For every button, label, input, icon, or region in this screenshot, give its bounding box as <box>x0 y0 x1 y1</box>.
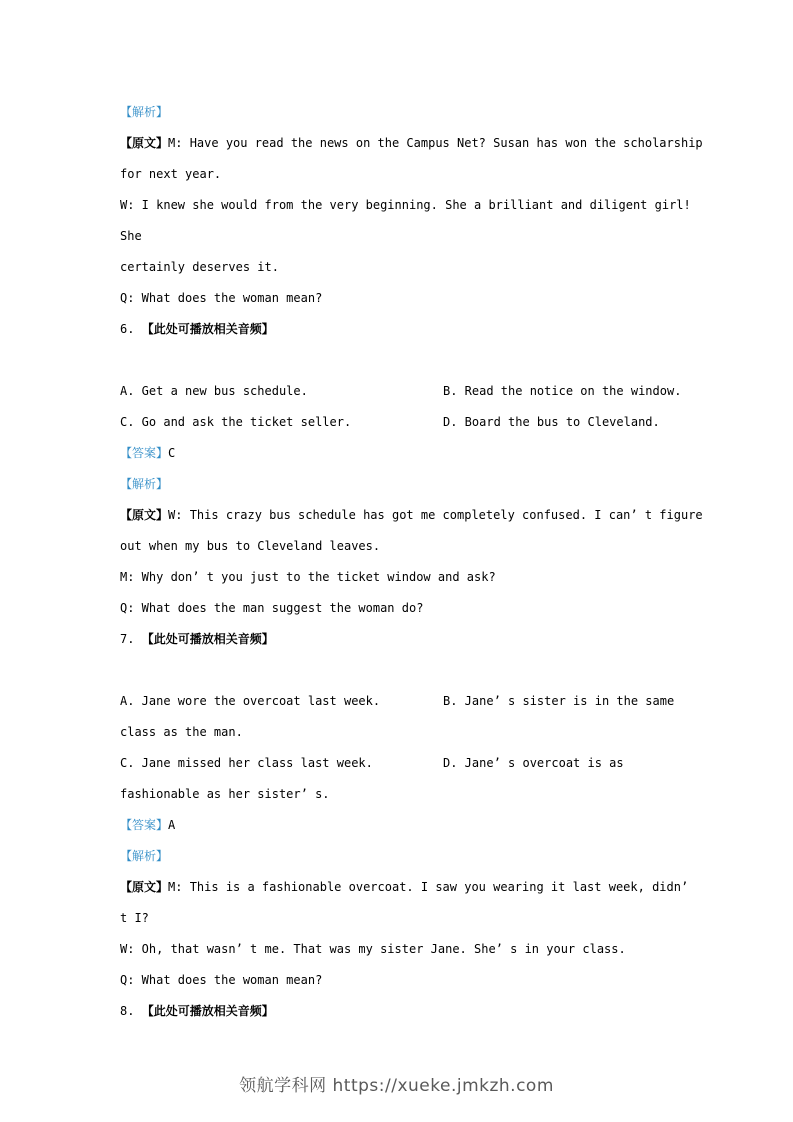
option-left <box>120 748 443 779</box>
text-segment: A <box>168 818 176 832</box>
transcript-line <box>120 128 703 159</box>
text-segment: W: This crazy bus schedule has got me completely confused. I can’ t figure <box>168 508 703 522</box>
text-segment: M: Have you read the news on the Campus Net? Susan has won the scholarship <box>168 136 703 150</box>
transcript-line <box>120 190 703 252</box>
text-segment: A. Jane wore the overcoat last week. <box>120 694 381 708</box>
text-segment: 【解析】 <box>120 477 169 491</box>
option-row <box>120 407 703 438</box>
text-segment: 【原文】 <box>120 880 169 894</box>
text-segment: fashionable as her sister’ s. <box>120 787 330 801</box>
option-right <box>443 686 674 717</box>
transcript-line <box>120 965 703 996</box>
transcript-line <box>120 252 703 283</box>
transcript-line <box>120 159 703 190</box>
option-continuation <box>120 779 703 810</box>
text-segment: W: I knew she would from the very beginning. She a brilliant and diligent girl! She <box>120 198 698 243</box>
transcript-line <box>120 283 703 314</box>
option-right <box>443 376 681 407</box>
option-continuation <box>120 717 703 748</box>
text-segment: B. Jane’ s sister is in the same <box>443 694 675 708</box>
transcript-line <box>120 562 703 593</box>
option-left <box>120 407 443 438</box>
text-segment: 【原文】 <box>120 508 169 522</box>
page-footer <box>0 1071 793 1096</box>
option-left <box>120 686 443 717</box>
text-segment: C <box>168 446 176 460</box>
transcript-line <box>120 531 703 562</box>
answer-line <box>120 810 703 841</box>
text-segment: 【解析】 <box>120 105 169 119</box>
option-right <box>443 407 660 438</box>
text-segment: A. Get a new bus schedule. <box>120 384 308 398</box>
blank-line <box>120 345 703 376</box>
text-segment: 【答案】 <box>120 446 169 460</box>
option-row <box>120 686 703 717</box>
option-row <box>120 376 703 407</box>
text-segment: D. Jane’ s overcoat is as <box>443 756 624 770</box>
transcript-line <box>120 872 703 903</box>
text-segment: W: Oh, that wasn’ t me. That was my sister Jane. She’ s in your class. <box>120 942 626 956</box>
question-number-line <box>120 996 703 1027</box>
text-segment: C. Go and ask the ticket seller. <box>120 415 352 429</box>
transcript-line <box>120 500 703 531</box>
text-segment: Q: What does the woman mean? <box>120 291 323 305</box>
text-segment: Q: What does the woman mean? <box>120 973 323 987</box>
analysis-label <box>120 469 703 500</box>
option-row <box>120 748 703 779</box>
text-segment: 【此处可播放相关音频】 <box>141 632 274 646</box>
question-number-line <box>120 624 703 655</box>
answer-line <box>120 438 703 469</box>
text-segment: 【此处可播放相关音频】 <box>141 1004 274 1018</box>
text-segment: B. Read the notice on the window. <box>443 384 682 398</box>
text-segment: D. Board the bus to Cleveland. <box>443 415 660 429</box>
text-segment: t I? <box>120 911 149 925</box>
text-segment: 【解析】 <box>120 849 169 863</box>
option-right <box>443 748 624 779</box>
analysis-label <box>120 97 703 128</box>
text-segment: for next year. <box>120 167 222 181</box>
text-segment: class as the man. <box>120 725 243 739</box>
text-segment: 【答案】 <box>120 818 169 832</box>
text-segment: 【原文】 <box>120 136 169 150</box>
text-segment: 6. <box>120 322 142 336</box>
text-segment: M: This is a fashionable overcoat. I saw you wearing it last week, didn’ <box>168 880 689 894</box>
question-number-line <box>120 314 703 345</box>
transcript-line <box>120 903 703 934</box>
transcript-line <box>120 934 703 965</box>
blank-line <box>120 655 703 686</box>
text-segment: M: Why don’ t you just to the ticket window and ask? <box>120 570 496 584</box>
text-segment: 8. <box>120 1004 142 1018</box>
text-segment: certainly deserves it. <box>120 260 279 274</box>
text-segment: 【此处可播放相关音频】 <box>141 322 274 336</box>
text-segment: Q: What does the man suggest the woman do? <box>120 601 424 615</box>
footer-text: 领航学科网 https://xueke.jmkzh.com <box>239 1076 554 1096</box>
text-segment: 7. <box>120 632 142 646</box>
analysis-label <box>120 841 703 872</box>
transcript-line <box>120 593 703 624</box>
text-segment: out when my bus to Cleveland leaves. <box>120 539 381 553</box>
text-segment: C. Jane missed her class last week. <box>120 756 373 770</box>
option-left <box>120 376 443 407</box>
